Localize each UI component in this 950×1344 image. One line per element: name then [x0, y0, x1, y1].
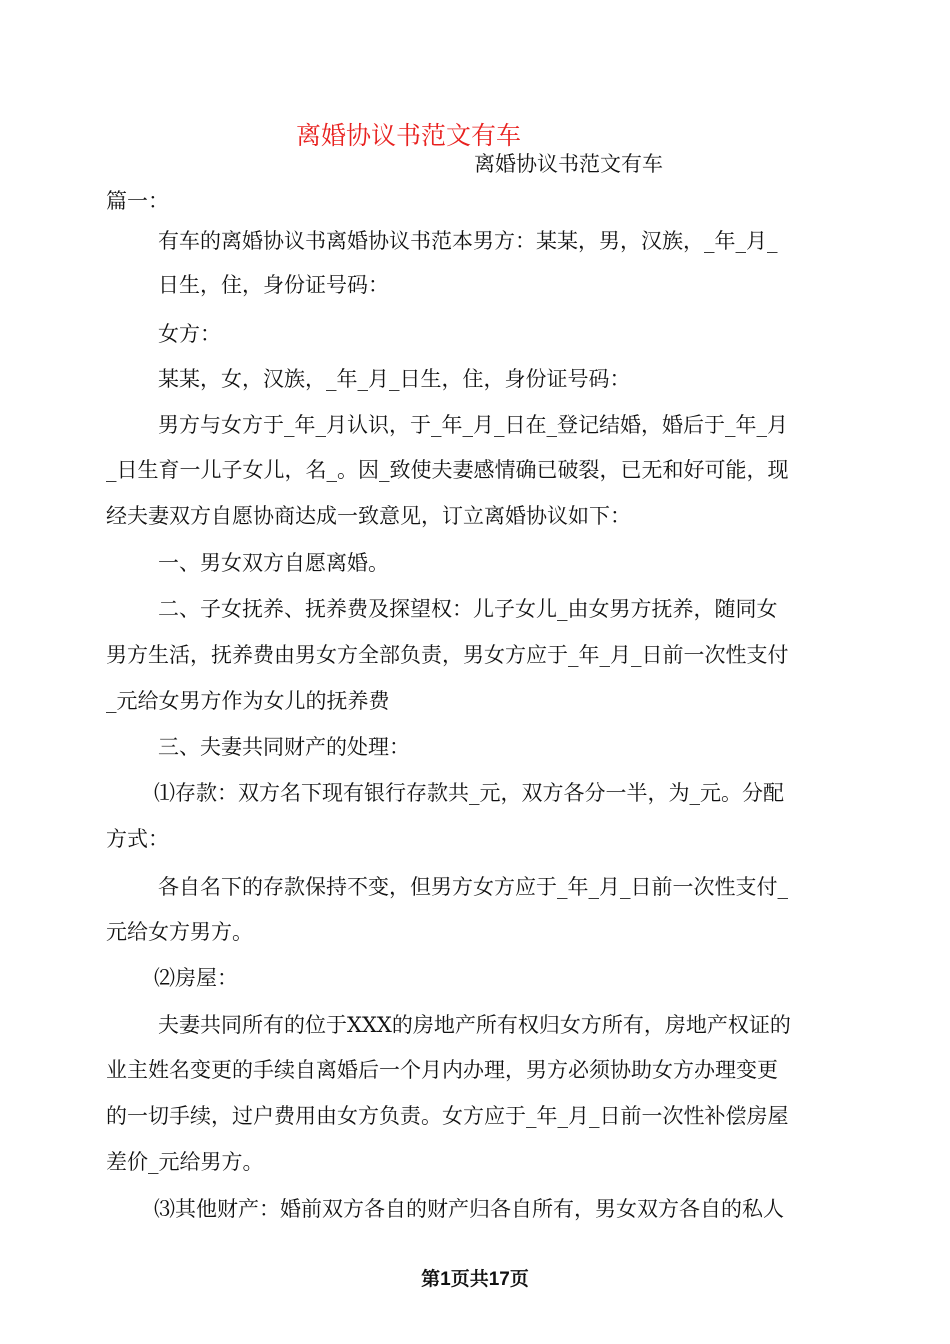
paragraph-line: 夫妻共同所有的位于XXX的房地产所有权归女方所有，房地产权证的 — [158, 1013, 791, 1037]
document-subtitle: 离婚协议书范文有车 — [474, 152, 663, 176]
paragraph-line: _元给女男方作为女儿的抚养费 — [106, 689, 390, 713]
paragraph-line: 男方与女方于_年_月认识，于_年_月_日在_登记结婚，婚后于_年_月 — [158, 413, 788, 437]
clause-line: 二、子女抚养、抚养费及探望权：儿子女儿_由女男方抚养，随同女 — [158, 597, 778, 621]
paragraph-line: 方式： — [106, 827, 169, 851]
paragraph-line: 日生，住，身份证号码： — [158, 273, 389, 297]
sub-clause-line: ⑴存款：双方名下现有银行存款共_元，双方各分一半，为_元。分配 — [154, 781, 784, 805]
paragraph-line: 经夫妻双方自愿协商达成一致意见，订立离婚协议如下： — [106, 504, 631, 528]
paragraph-line: 差价_元给男方。 — [106, 1150, 264, 1174]
sub-clause-line: ⑶其他财产：婚前双方各自的财产归各自所有，男女双方各自的私人 — [154, 1197, 784, 1221]
paragraph-line: 元给女方男方。 — [106, 920, 253, 944]
paragraph-line: 某某，女，汉族，_年_月_日生，住，身份证号码： — [158, 367, 631, 391]
clause-line: 三、夫妻共同财产的处理： — [158, 735, 410, 759]
sub-clause-line: ⑵房屋： — [154, 966, 238, 990]
section-heading: 篇一： — [106, 189, 169, 213]
paragraph-line: 有车的离婚协议书离婚协议书范本男方：某某，男，汉族，_年_月_ — [158, 229, 778, 253]
clause-line: 一、男女双方自愿离婚。 — [158, 551, 389, 575]
paragraph-line: 各自名下的存款保持不变，但男方女方应于_年_月_日前一次性支付_ — [158, 875, 788, 899]
paragraph-line: 女方： — [158, 322, 221, 346]
paragraph-line: 的一切手续，过户费用由女方负责。女方应于_年_月_日前一次性补偿房屋 — [106, 1104, 789, 1128]
paragraph-line: 男方生活，抚养费由男女方全部负责，男女方应于_年_月_日前一次性支付 — [106, 643, 789, 667]
paragraph-line: _日生育一儿子女儿，名_。因_致使夫妻感情确已破裂，已无和好可能，现 — [106, 458, 789, 482]
document-title: 离婚协议书范文有车 — [296, 121, 522, 150]
page-number: 第1页共17页 — [421, 1269, 529, 1290]
paragraph-line: 业主姓名变更的手续自离婚后一个月内办理，男方必须协助女方办理变更 — [106, 1058, 778, 1082]
